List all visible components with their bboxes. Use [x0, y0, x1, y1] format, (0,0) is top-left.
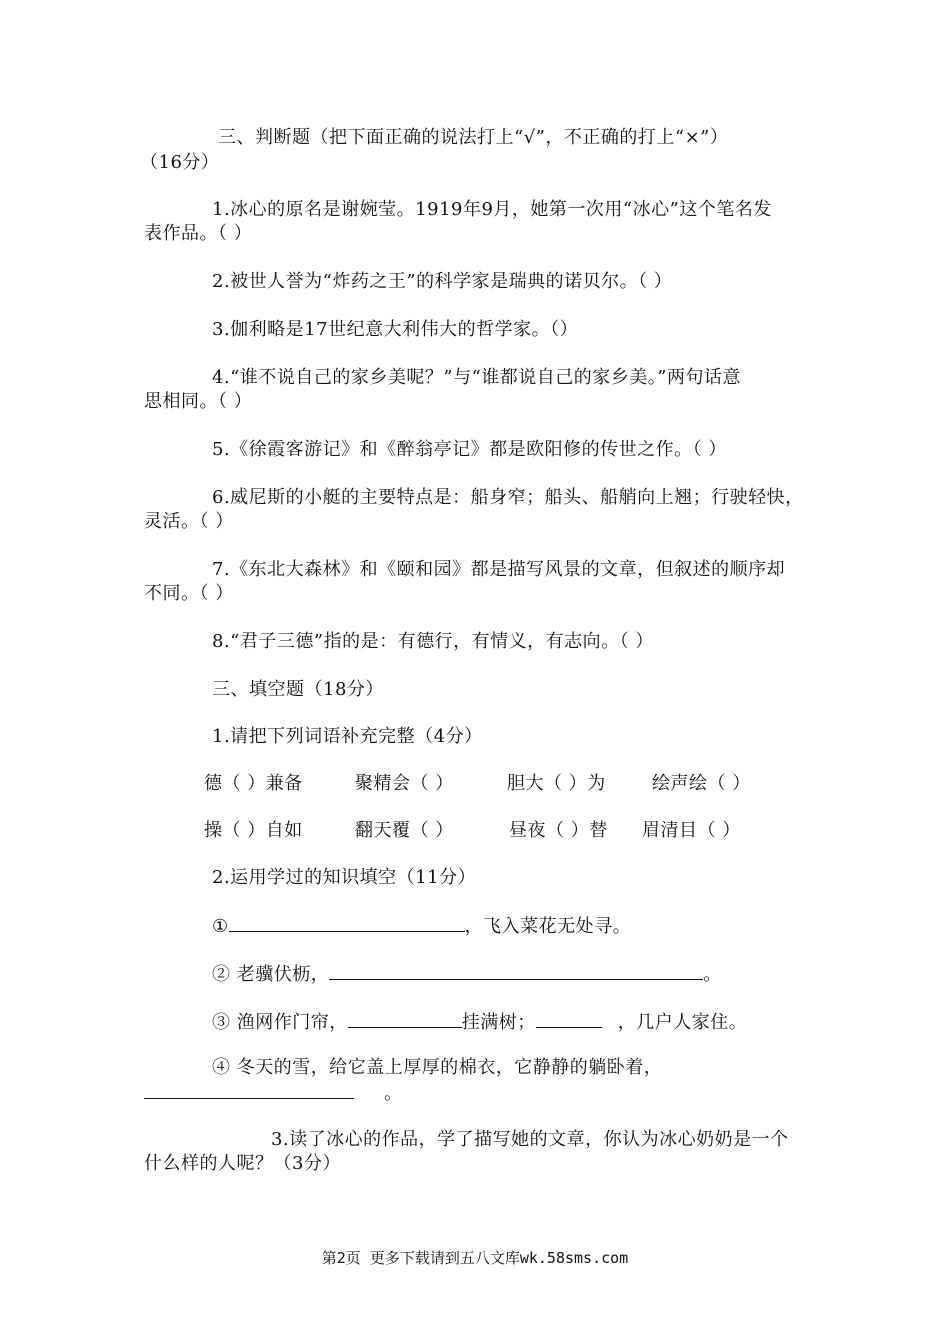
- judge-item-7-line1: 7.《东北大森林》和《颐和园》都是描写风景的文章，但叙述的顺序却: [212, 559, 786, 580]
- fill-q2-title: 2.运用学过的知识填空（11分）: [212, 867, 477, 888]
- blank-4[interactable]: [536, 1009, 602, 1028]
- poem-item-3-prefix: ③ 渔网作门帘，: [212, 1012, 348, 1033]
- poem-item-4-line2: [144, 1080, 403, 1106]
- judge-item-8: 8.“君子三德”指的是：有德行，有情义，有志向。（ ）: [212, 631, 654, 652]
- judge-item-7-line2: 不同。（ ）: [144, 583, 234, 604]
- poem-item-2-prefix: ② 老骥伏枥，: [212, 964, 330, 985]
- judge-item-6-line2: 灵活。（ ）: [144, 511, 234, 532]
- judge-item-6-line1: 6.威尼斯的小艇的主要特点是：船身窄；船头、船艄向上翘；行驶轻快，: [212, 487, 804, 508]
- poem-item-4-suffix: 。: [384, 1083, 403, 1104]
- blank-5[interactable]: [144, 1080, 354, 1099]
- blank-1[interactable]: [229, 913, 465, 932]
- fill-q1-title: 1.请把下列词语补充完整（4分）: [212, 726, 483, 747]
- poem-item-2: [212, 961, 722, 987]
- word-2-2: 翻天覆（ ）: [355, 820, 454, 841]
- judge-heading-line1: 三、判断题（把下面正确的说法打上“√”，不正确的打上“×”）: [218, 127, 729, 148]
- poem-item-2-suffix: 。: [703, 964, 722, 985]
- judge-item-4-line1: 4.“谁不说自己的家乡美呢？”与“谁都说自己的家乡美。”两句话意: [212, 367, 741, 388]
- word-1-1: 德（ ）兼备: [204, 773, 303, 794]
- word-2-1: 操（ ）自如: [204, 820, 303, 841]
- poem-item-1-prefix: ①: [212, 916, 229, 937]
- blank-3[interactable]: [348, 1009, 462, 1028]
- judge-item-1-line1: 1.冰心的原名是谢婉莹。1919年9月，她第一次用“冰心”这个笔名发: [212, 199, 772, 220]
- poem-item-3: [212, 1009, 747, 1035]
- fill-q3-line1: 3.读了冰心的作品，学了描写她的文章，你认为冰心奶奶是一个: [271, 1129, 789, 1150]
- word-1-3: 胆大（ ）为: [507, 773, 606, 794]
- word-1-4: 绘声绘（ ）: [652, 773, 751, 794]
- judge-item-1-line2: 表作品。（ ）: [144, 223, 253, 244]
- poem-item-3-suffix: ，几户人家住。: [617, 1012, 748, 1033]
- poem-item-3-mid: 挂满树；: [461, 1012, 536, 1033]
- fill-heading: 三、填空题（18分）: [212, 679, 384, 700]
- judge-item-4-line2: 思相同。（ ）: [144, 391, 253, 412]
- fill-q3-line2: 什么样的人呢？（3分）: [144, 1153, 341, 1174]
- poem-item-4-line1: ④ 冬天的雪，给它盖上厚厚的棉衣，它静静的躺卧着，: [212, 1057, 663, 1078]
- judge-item-2: 2.被世人誉为“炸药之王”的科学家是瑞典的诺贝尔。（ ）: [212, 271, 673, 292]
- poem-item-1: [212, 913, 631, 939]
- judge-item-3: 3.伽利略是17世纪意大利伟大的哲学家。（）: [212, 319, 579, 340]
- word-1-2: 聚精会（ ）: [355, 773, 454, 794]
- judge-item-5: 5.《徐霞客游记》和《醉翁亭记》都是欧阳修的传世之作。（ ）: [212, 439, 727, 460]
- word-2-4: 眉清目（ ）: [642, 820, 741, 841]
- judge-heading-line2: （16分）: [140, 152, 220, 173]
- page-footer: 第2页 更多下载请到五八文库wk.58sms.com: [321, 1249, 629, 1267]
- blank-2[interactable]: [329, 961, 703, 980]
- poem-item-1-suffix: ，飞入菜花无处寻。: [464, 916, 632, 937]
- word-2-3: 昼夜（ ）替: [509, 820, 608, 841]
